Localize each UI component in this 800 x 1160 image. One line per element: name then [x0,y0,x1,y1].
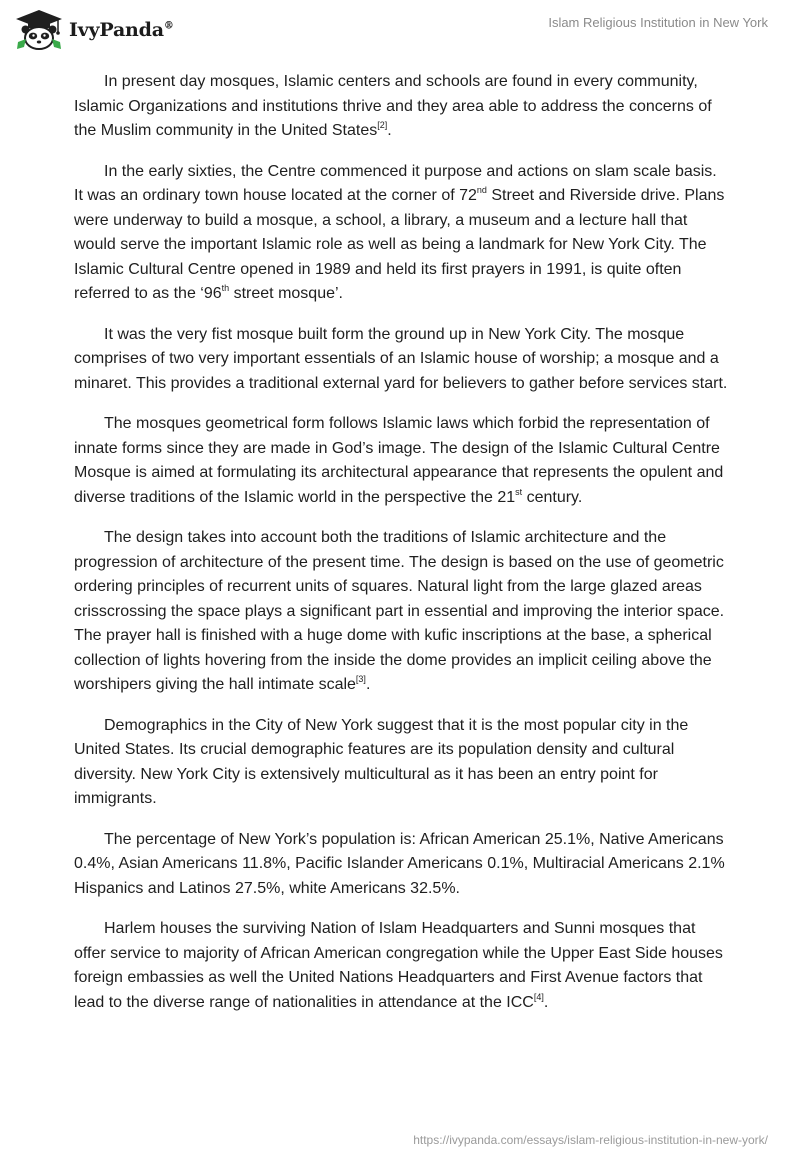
registered-mark: ® [163,20,174,32]
panda-graduation-cap-icon [14,8,64,52]
paragraph: It was the very fist mosque built form the ground up in New York City. The mosque comprises of two very important essentials of an Islamic house of worship; a mosque and a minaret. This provides a traditional external yard for believers to gather before services start. [74,325,728,392]
paragraph: Harlem houses the surviving Nation of Islam Headquarters and Sunni mosques that offer service to majority of African American congregation while the Upper East Side houses foreign embassies as well the United Nations Headquarters and First Avenue factors that lead to the diverse range of nationalities in attendance at the ICC[4]. [74,920,723,1011]
footnote-ref[interactable]: [4] [533,991,544,1002]
page-header [0,0,800,62]
ivypanda-logo[interactable] [14,8,174,52]
document-title: Islam Religious Institution in New York [548,15,768,30]
paragraph: In the early sixties, the Centre commenced it purpose and actions on slam scale basis. It was an ordinary town house located at the corner of 72nd Street and Riverside drive. Plans were underway to build a mosque, a school, a library, a museum and a lecture hall that would serve the important Islamic role as well as being a landmark for New York City. The Islamic Cultural Centre opened in 1989 and held its first prayers in 1991, is quite often referred to as the ‘96th street mosque’. [74,162,725,302]
paragraph: The mosques geometrical form follows Islamic laws which forbid the representation of innate forms since they are made in God’s image. The design of the Islamic Cultural Centre Mosque is aimed at formulating its architectural appearance that represents the opulent and diverse traditions of the Islamic world in the perspective the 21st century. [74,415,724,506]
paragraph: Demographics in the City of New York suggest that it is the most popular city in the United States. Its crucial demographic features are its population density and cultural diversity. New York City is extensively multicultural as it has been an entry point for immigrants. [74,716,689,807]
brand-name: IvyPanda® [69,19,174,41]
essay-body [74,70,730,1031]
paragraph: The design takes into account both the traditions of Islamic architecture and the progression of architecture of the present time. The design is based on the use of geometric ordering principles of recurrent units of squares. Natural light from the large glazed areas crisscrossing the space plays a significant part in essential and improving the interior space. The prayer hall is finished with a huge dome with kufic inscriptions at the base, a spherical collection of lights hovering from the inside the dome provides an implicit ceiling above the worshipers giving the hall intimate scale[3]. [74,529,725,693]
paragraph: The percentage of New York’s population is: African American 25.1%, Native Americans 0.4%, Asian Americans 11.8%, Pacific Islander Americans 0.1%, Multiracial Americans 2.1% Hispanics and Latinos 27.5%, white Americans 32.5%. [74,830,725,897]
footnote-ref[interactable]: [2] [377,120,388,130]
paragraph: In present day mosques, Islamic centers and schools are found in every community, Islamic Organizations and institutions thrive and they area able to address the concerns of the Muslim community in the United States[2]. [74,73,712,139]
footnote-ref[interactable]: [3] [355,674,366,684]
source-url[interactable]: https://ivypanda.com/essays/islam-religious-institution-in-new-york/ [413,1133,768,1147]
